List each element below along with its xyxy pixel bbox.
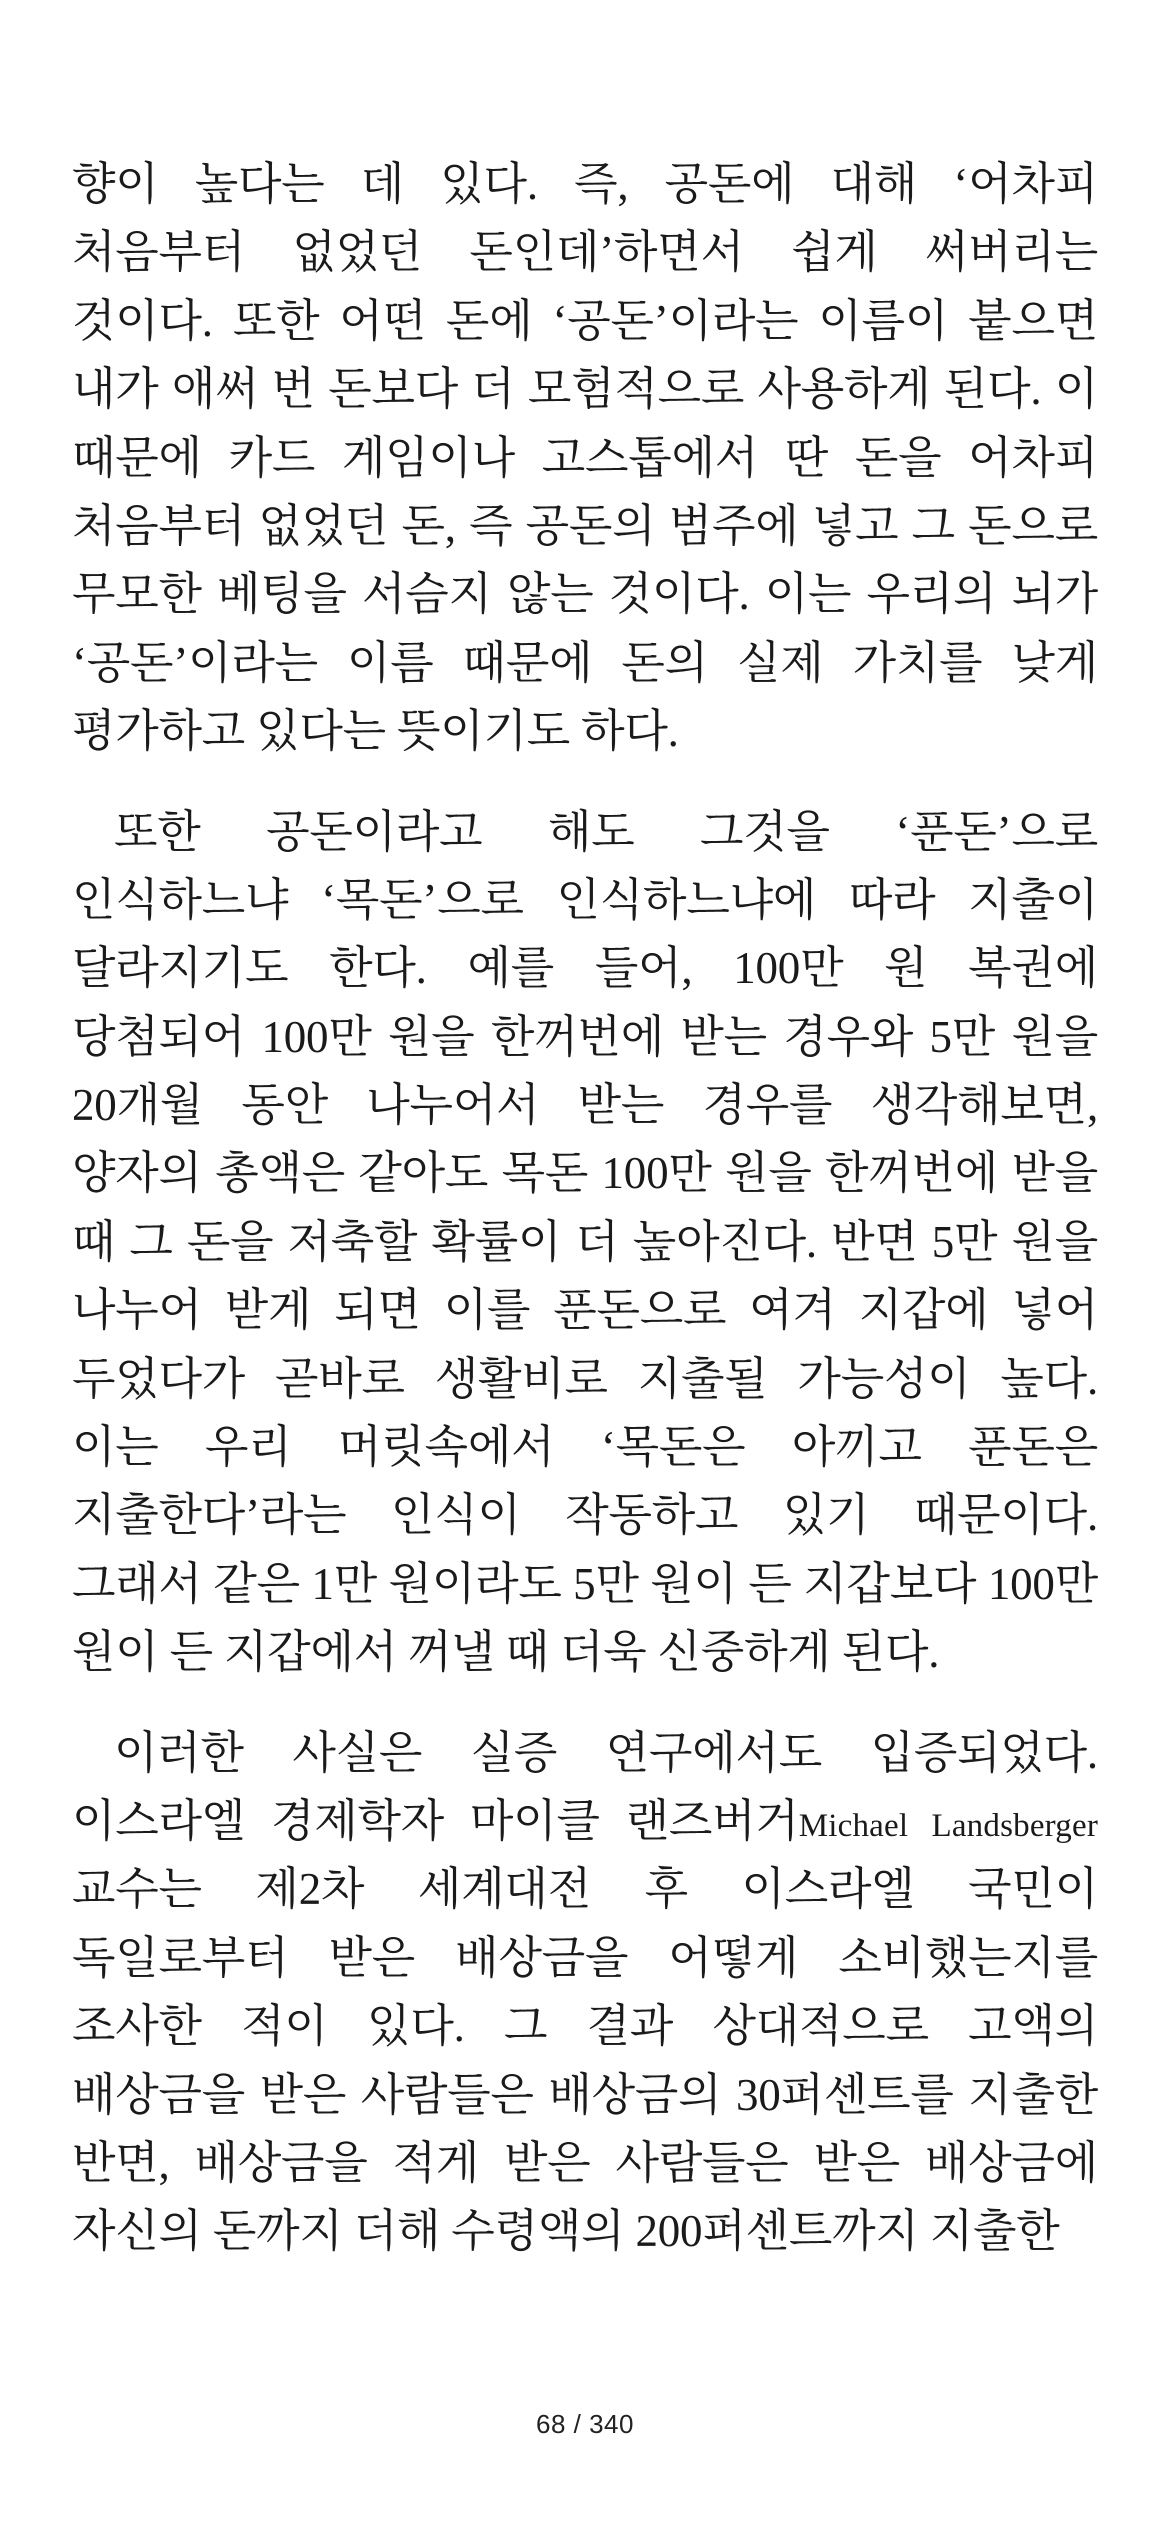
paragraph-3-text-before: 이러한 사실은 실증 연구에서도 입증되었다. 이스라엘 경제학자 마이클 랜즈버거 <box>72 1727 1098 1846</box>
page-footer <box>0 2409 1170 2440</box>
paragraph-1: 향이 높다는 데 있다. 즉, 공돈에 대해 ‘어차피 처음부터 없었던 돈인데’하면서 쉽게 써버리는 것이다. 또한 어떤 돈에 ‘공돈’이라는 이름이 붙으면 내가 애써 번 돈보다 더 모험적으로 사용하게 된다. 이 때문에 카드 게임이나 고스톱에서 딴 돈을 어차피 처음부터 없었던 돈, 즉 공돈의 범주에 넣고 그 돈으로 무모한 베팅을 서슴지 않는 것이다. 이는 우리의 뇌가 ‘공돈’이라는 이름 때문에 돈의 실제 가치를 낮게 평가하고 있다는 뜻이기도 하다. <box>72 159 1098 757</box>
foreign-name-annotation: Michael Landsberger <box>798 1807 1099 1844</box>
paragraph-2: 또한 공돈이라고 해도 그것을 ‘푼돈’으로 인식하느냐 ‘목돈’으로 인식하느냐에 따라 지출이 달라지기도 한다. 예를 들어, 100만 원 복권에 당첨되어 100만 원을 한꺼번에 받는 경우와 5만 원을 20개월 동안 나누어서 받는 경우를 생각해보면, 양자의 총액은 같아도 목돈 100만 원을 한꺼번에 받을 때 그 돈을 저축할 확률이 더 높아진다. 반면 5만 원을 나누어 받게 되면 이를 푼돈으로 여겨 지갑에 넣어 두었다가 곧바로 생활비로 지출될 가능성이 높다. 이는 우리 머릿속에서 ‘목돈은 아끼고 푼돈은 지출한다’라는 인식이 작동하고 있기 때문이다. 그래서 같은 1만 원이라도 5만 원이 든 지갑보다 100만 원이 든 지갑에서 꺼낼 때 더욱 신중하게 된다. <box>72 806 1098 1678</box>
page-content <box>72 150 1098 2266</box>
page-indicator: 68 / 340 <box>536 2409 634 2439</box>
paragraph-3-text-after: 교수는 제2차 세계대전 후 이스라엘 국민이 독일로부터 받은 배상금을 어떻게 소비했는지를 조사한 적이 있다. 그 결과 상대적으로 고액의 배상금을 받은 사람들은 배상금의 30퍼센트를 지출한 반면, 배상금을 적게 받은 사람들은 받은 배상금에 자신의 돈까지 더해 수령액의 200퍼센트까지 지출한 <box>72 1864 1098 2257</box>
paragraph-3 <box>72 1719 1098 2266</box>
